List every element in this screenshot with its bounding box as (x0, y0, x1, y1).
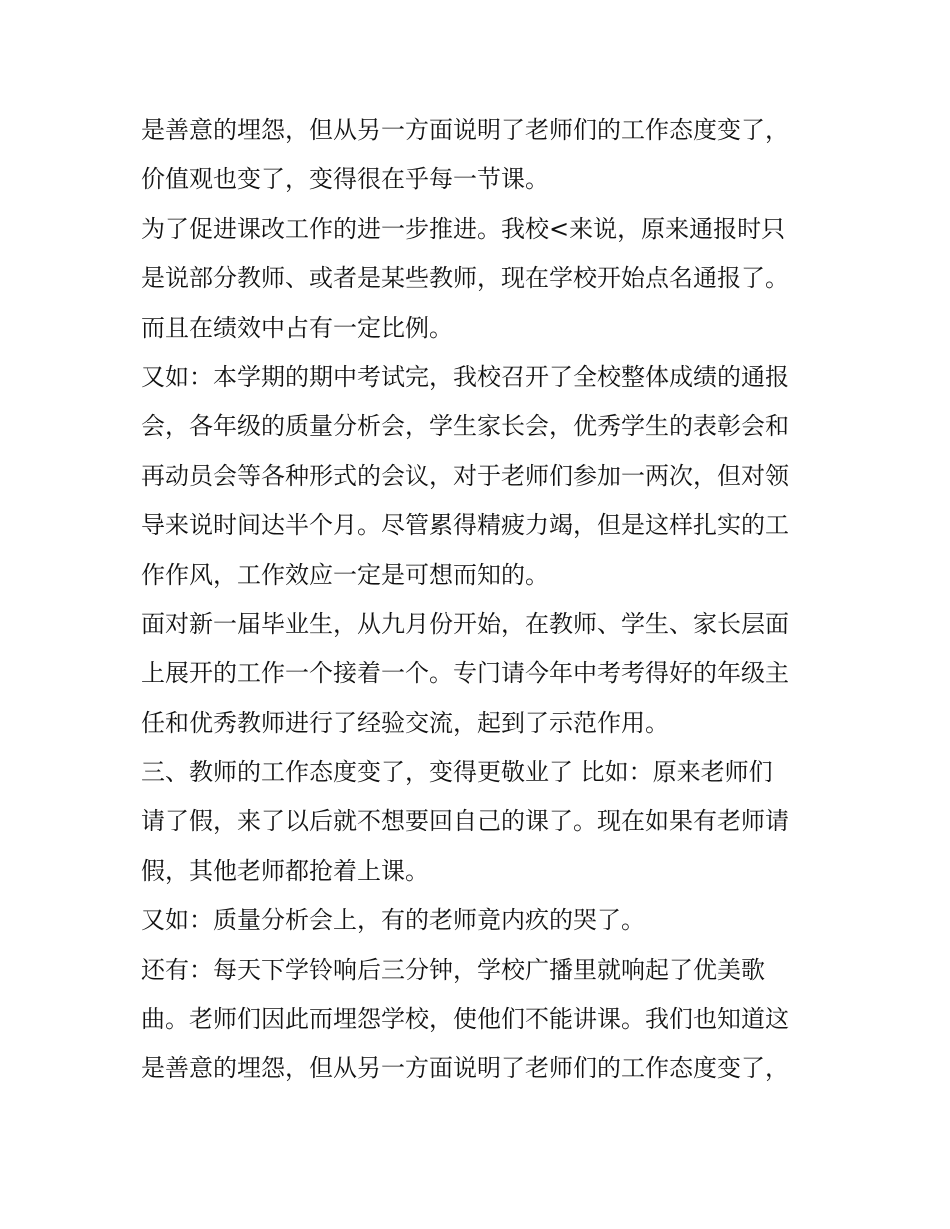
text-line-7: 会，各年级的质量分析会，学生家长会，优秀学生的表彰会和 (141, 412, 789, 441)
text-line-15: 请了假，来了以后就不想要回自己的课了。现在如果有老师请 (141, 807, 789, 836)
text-line-13: 任和优秀教师进行了经验交流，起到了示范作用。 (141, 708, 669, 737)
text-line-5: 而且在绩效中占有一定比例。 (141, 313, 453, 342)
text-line-11: 面对新一届毕业生，从九月份开始，在教师、学生、家长层面 (141, 609, 789, 638)
text-line-14: 三、教师的工作态度变了，变得更敬业了 比如：原来老师们 (141, 758, 773, 787)
text-line-17: 又如：质量分析会上，有的老师竟内疚的哭了。 (141, 906, 645, 935)
text-line-16: 假，其他老师都抢着上课。 (141, 856, 429, 885)
text-line-12: 上展开的工作一个接着一个。专门请今年中考考得好的年级主 (141, 659, 789, 688)
document-body (141, 106, 821, 1094)
text-line-6: 又如：本学期的期中考试完，我校召开了全校整体成绩的通报 (141, 362, 789, 391)
text-line-4: 是说部分教师、或者是某些教师，现在学校开始点名通报了。 (141, 264, 789, 293)
text-line-9: 导来说时间达半个月。尽管累得精疲力竭，但是这样扎实的工 (141, 511, 789, 540)
text-line-3: 为了促进课改工作的进一步推进。我校<来说，原来通报时只 (141, 214, 786, 243)
text-line-1: 是善意的埋怨，但从另一方面说明了老师们的工作态度变了， (141, 116, 789, 144)
text-line-18: 还有：每天下学铃响后三分钟，学校广播里就响起了优美歌 (141, 955, 765, 984)
text-line-20: 是善意的埋怨，但从另一方面说明了老师们的工作态度变了， (141, 1054, 789, 1083)
text-line-19: 曲。老师们因此而埋怨学校，使他们不能讲课。我们也知道这 (141, 1005, 789, 1034)
text-line-8: 再动员会等各种形式的会议，对于老师们参加一两次，但对领 (141, 461, 789, 490)
text-line-2: 价值观也变了，变得很在乎每一节课。 (141, 165, 549, 194)
text-line-10: 作作风，工作效应一定是可想而知的。 (141, 560, 549, 589)
